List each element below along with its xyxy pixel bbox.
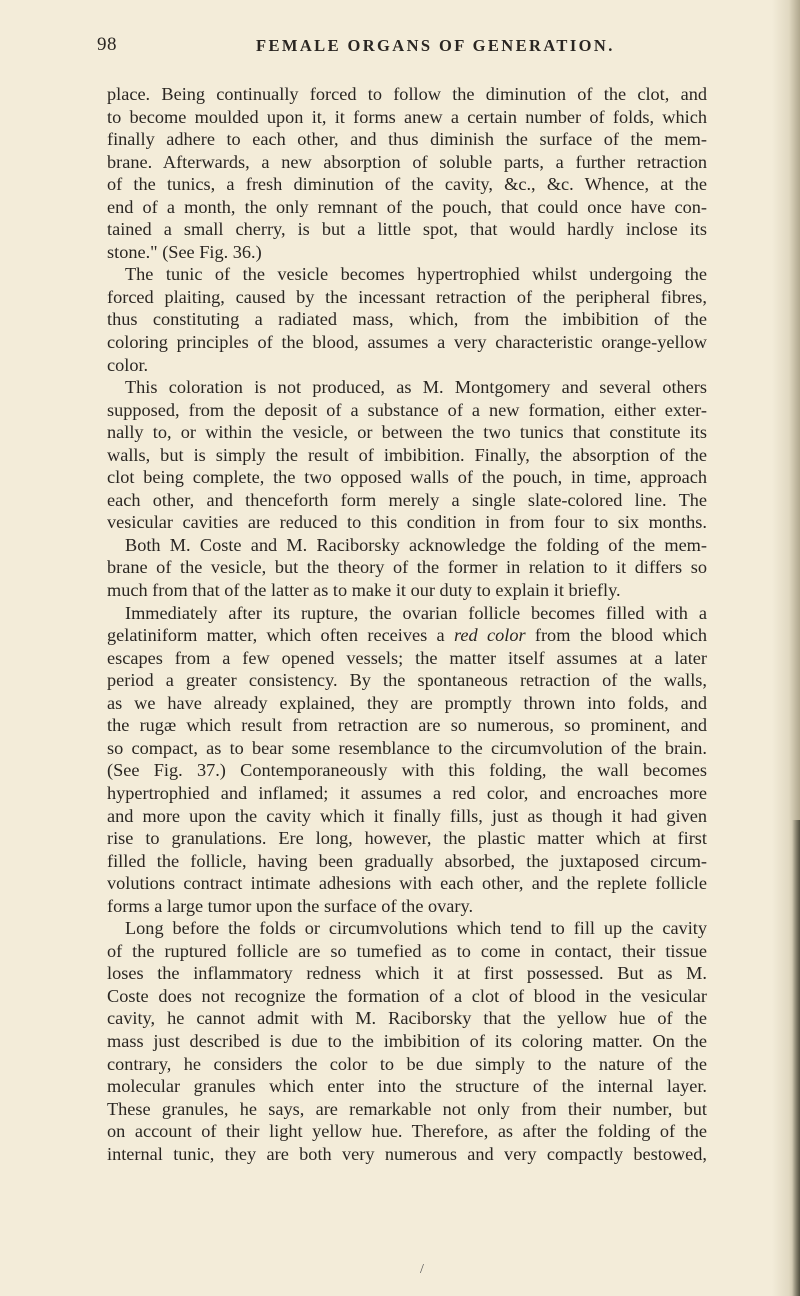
text-line: volutions contract intimate adhesions with each other, and the replete follicle (107, 873, 707, 894)
body-text (107, 83, 707, 1165)
text-line: Immediately after its rupture, the ovarian follicle becomes filled with a (125, 602, 707, 623)
text-line: so compact, as to bear some resemblance to the circumvolution of the brain. (107, 737, 707, 758)
text-line: molecular granules which enter into the structure of the internal layer. (107, 1076, 707, 1097)
text-line: brane of the vesicle, but the theory of the former in relation to it differs so (107, 557, 707, 578)
text-line: place. Being continually forced to follow the diminution of the clot, and (107, 84, 707, 104)
text-line: the rugæ which result from retraction are so numerous, so prominent, and (107, 715, 707, 736)
text-line: escapes from a few opened vessels; the matter itself assumes at a later (107, 647, 707, 668)
text-line: Both M. Coste and M. Raciborsky acknowledge the folding of the mem- (125, 534, 707, 555)
text-line: thus constituting a radiated mass, which, from the imbibition of the (107, 309, 707, 330)
text-line: on account of their light yellow hue. Therefore, as after the folding of the (107, 1121, 707, 1142)
text-line: much from that of the latter as to make it our duty to explain it briefly. (107, 580, 621, 601)
text-line: clot being complete, the two opposed walls of the pouch, in time, approach (107, 467, 707, 488)
text-line: period a greater consistency. By the spontaneous retraction of the walls, (107, 670, 707, 691)
text-line: of the ruptured follicle are so tumefied as to come in contact, their tissue (107, 940, 707, 961)
italic-phrase: red color (453, 625, 526, 646)
text-line: hypertrophied and inflamed; it assumes a red color, and encroaches more (107, 782, 707, 803)
text-line: coloring principles of the blood, assumes a very characteristic orange-yellow (107, 332, 707, 353)
text-line: walls, but is simply the result of imbibition. Finally, the absorption of the (107, 444, 707, 465)
text-line: internal tunic, they are both very numerous and very compactly bestowed, (107, 1143, 707, 1164)
text-line: loses the inflammatory redness which it at first possessed. But as M. (107, 963, 707, 984)
text-line: (See Fig. 37.) Contemporaneously with this folding, the wall becomes (107, 760, 707, 781)
text-line: filled the follicle, having been gradually absorbed, the juxtaposed circum- (107, 850, 707, 871)
text-line: rise to granulations. Ere long, however, the plastic matter which at first (107, 828, 707, 849)
running-head: FEMALE ORGANS OF GENERATION. (256, 36, 615, 55)
text-line: Long before the folds or circumvolutions which tend to fill up the cavity (125, 918, 707, 939)
text-line: The tunic of the vesicle becomes hypertrophied whilst undergoing the (125, 264, 707, 285)
stray-mark: / (420, 1262, 424, 1277)
text-line: These granules, he says, are remarkable not only from their number, but (107, 1098, 707, 1119)
text-line: of the tunics, a fresh diminution of the cavity, &c., &c. Whence, at the (107, 174, 707, 195)
page-header (0, 34, 800, 60)
text-line: mass just described is due to the imbibition of its coloring matter. On the (107, 1030, 707, 1051)
text-line: forms a large tumor upon the surface of the ovary. (107, 895, 474, 916)
text-line: tained a small cherry, is but a little spot, that would hardly inclose its (107, 219, 707, 240)
text-line: end of a month, the only remnant of the pouch, that could once have con- (107, 196, 707, 217)
text-line: as we have already explained, they are promptly thrown into folds, and (107, 692, 707, 713)
text-line: contrary, he considers the color to be due simply to the nature of the (107, 1053, 707, 1074)
text-line: Coste does not recognize the formation of a clot of blood in the vesicular (107, 985, 707, 1006)
text-line: forced plaiting, caused by the incessant retraction of the peripheral fibres, (107, 286, 707, 307)
text-line: cavity, he cannot admit with M. Raciborsky that the yellow hue of the (107, 1008, 707, 1029)
text-line: gelatiniform matter, which often receives a red color from the blood which (107, 625, 707, 646)
text-line: brane. Afterwards, a new absorption of soluble parts, a further retraction (107, 151, 707, 172)
text-line: This coloration is not produced, as M. Montgomery and several others (125, 377, 707, 398)
text-line: supposed, from the deposit of a substance of a new formation, either exter- (107, 399, 707, 420)
text-line: stone." (See Fig. 36.) (107, 241, 262, 262)
page-number: 98 (97, 34, 117, 55)
text-line: nally to, or within the vesicle, or between the two tunics that constitute its (107, 422, 707, 443)
text-line: finally adhere to each other, and thus diminish the surface of the mem- (107, 129, 707, 150)
text-line: color. (107, 354, 149, 375)
text-line: to become moulded upon it, it forms anew a certain number of folds, which (107, 106, 707, 127)
text-line: and more upon the cavity which it finally fills, just as though it had given (107, 805, 707, 826)
page-edge-dark (792, 820, 800, 1296)
text-line: each other, and thenceforth form merely a single slate-colored line. The (107, 489, 707, 510)
text-line: vesicular cavities are reduced to this condition in from four to six months. (107, 512, 707, 533)
